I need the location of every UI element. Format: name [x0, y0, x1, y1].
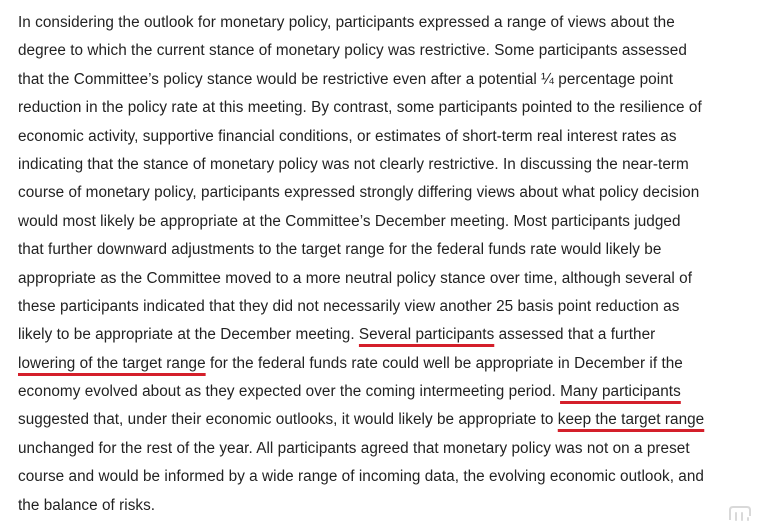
red-underlined-phrase: Many participants [560, 383, 681, 401]
text-segment: these participants indicated that they did not necessarily view another 25 basis point reduction as [18, 297, 680, 315]
paragraph-line [18, 208, 758, 236]
text-segment: economic activity, supportive financial conditions, or estimates of short-term real interest rates as [18, 127, 677, 145]
paragraph-line [18, 94, 758, 122]
paragraph-line [18, 151, 758, 179]
text-segment: unchanged for the rest of the year. All participants agreed that monetary policy was not on a preset [18, 439, 690, 457]
text-segment: suggested that, under their economic outlooks, it would likely be appropriate to [18, 411, 558, 429]
text-segment: In considering the outlook for monetary policy, participants expressed a range of views about the [18, 14, 675, 31]
app-watermark-icon [727, 504, 753, 524]
text-segment: reduction in the policy rate at this meeting. By contrast, some participants pointed to the resilience of [18, 99, 702, 117]
text-segment: economy evolved about as they expected over the coming intermeeting period. [18, 383, 561, 401]
paragraph-line [18, 492, 758, 520]
text-segment: appropriate as the Committee moved to a more neutral policy stance over time, although several of [18, 269, 693, 287]
paragraph-line [18, 9, 758, 37]
paragraph-line [18, 406, 758, 434]
paragraph-line [18, 378, 758, 406]
fomc-minutes-paragraph [18, 9, 758, 520]
text-segment: course of monetary policy, participants expressed strongly differing views about what policy decision [18, 184, 700, 202]
text-segment: course and would be informed by a wide range of incoming data, the evolving economic outlook, and [18, 468, 704, 486]
text-segment: degree to which the current stance of monetary policy was restrictive. Some participants assessed [18, 42, 687, 60]
red-underlined-phrase: Several participants [358, 326, 495, 344]
red-underlined-phrase: keep the target range [557, 411, 705, 429]
paragraph-line [18, 463, 758, 491]
text-segment: for the federal funds rate could well be appropriate in December if the [205, 354, 683, 372]
text-segment: indicating that the stance of monetary policy was not clearly restrictive. In discussing the near-term [18, 155, 689, 173]
paragraph-line [18, 350, 758, 378]
text-segment: assessed that a further [494, 326, 656, 344]
paragraph-line [18, 37, 758, 65]
text-segment: that the Committee’s policy stance would be restrictive even after a potential ¼ percentage point [18, 70, 674, 88]
paragraph-line [18, 435, 758, 463]
text-segment: would most likely be appropriate at the Committee’s December meeting. Most participants judged [18, 212, 681, 230]
paragraph-line [18, 265, 758, 293]
paragraph-line [18, 321, 758, 349]
text-segment: the balance of risks. [18, 496, 156, 514]
paragraph-line [18, 236, 758, 264]
paragraph-line [18, 293, 758, 321]
paragraph-line [18, 66, 758, 94]
text-segment: likely to be appropriate at the December meeting. [18, 326, 359, 344]
paragraph-line [18, 123, 758, 151]
paragraph-line [18, 179, 758, 207]
text-segment: that further downward adjustments to the target range for the federal funds rate would likely be [18, 241, 662, 259]
red-underlined-phrase: lowering of the target range [18, 354, 206, 372]
